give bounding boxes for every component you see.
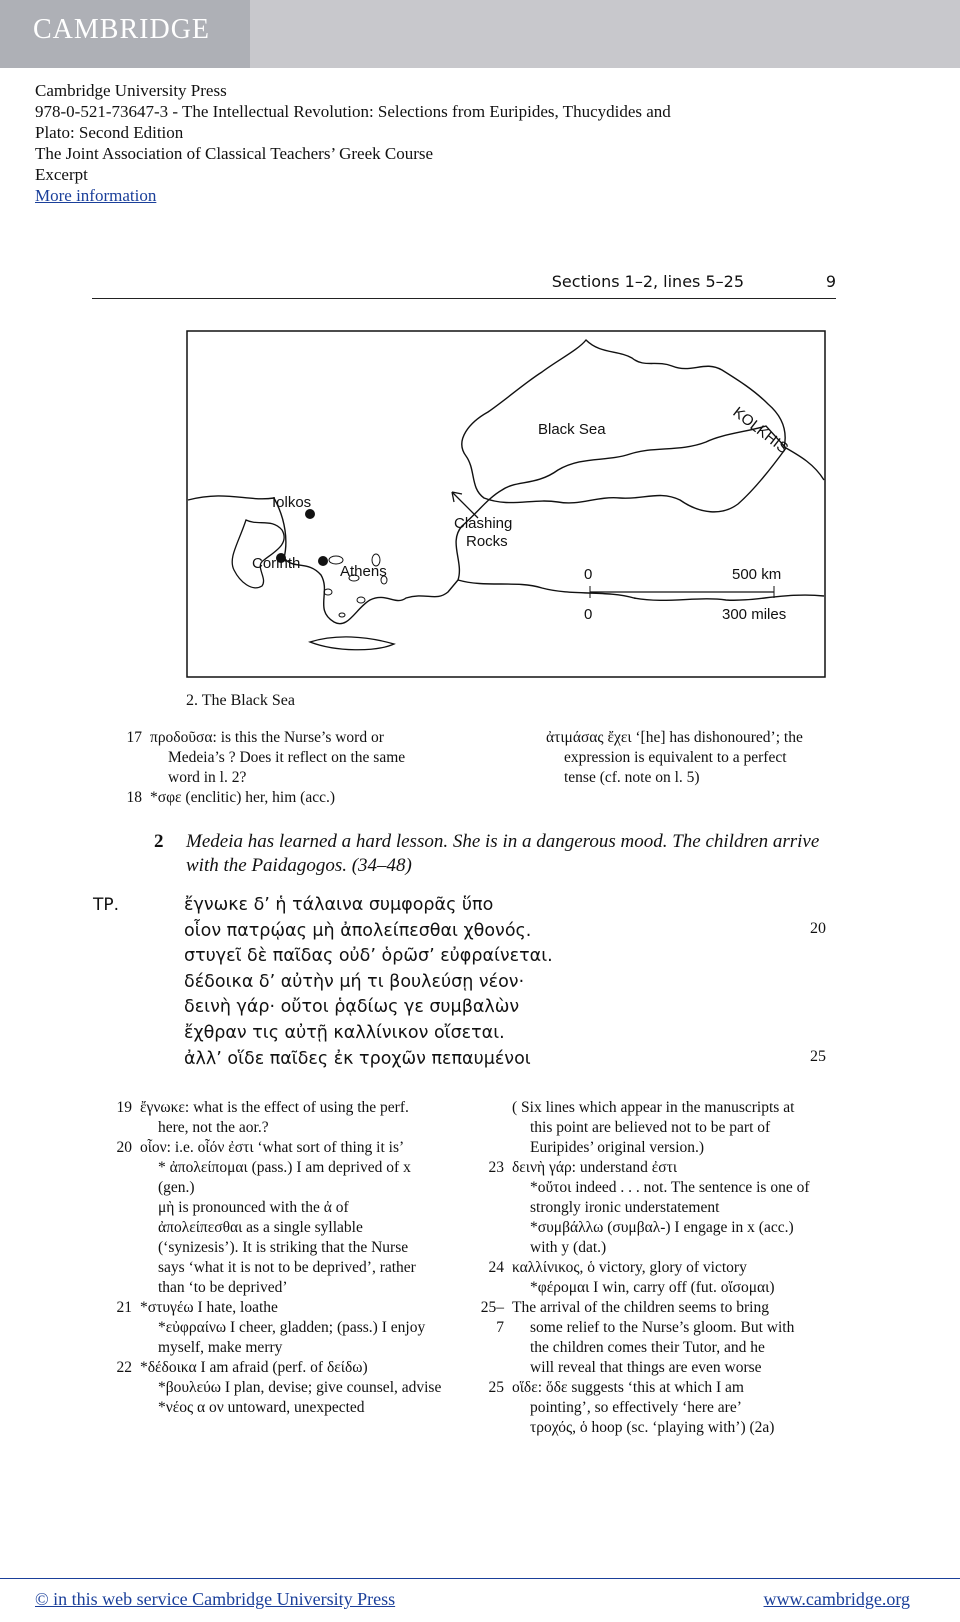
notes-top-right [508,728,838,788]
note-line-number: 24 [488,1259,504,1276]
verse-line: οἷον πατρῴας μὴ ἀπολείπεσθαι χθονός. [184,920,532,941]
note-text: the children comes their Tutor, and he [530,1339,765,1356]
note-text: ἔγνωκε: what is the effect of using the perf. [140,1099,409,1116]
note [102,1098,462,1138]
black-sea-label: Black Sea [538,421,606,438]
athens-marker [318,556,328,566]
note-text: προδοῦσα: is this the Nurse’s word or [150,729,384,746]
note-text: expression is equivalent to a perfect [564,749,787,766]
note-text: *δέδοικα I am afraid (perf. of δείδω) [140,1359,368,1376]
note-text: *στυγέω I hate, loathe [140,1299,278,1316]
publisher: Cambridge University Press [35,81,227,100]
note-text: tense (cf. note on l. 5) [564,769,700,786]
section-summary: Medeia has learned a hard lesson. She is in a dangerous mood. The children arrive with the Paidagogos. (34–48) [186,831,820,876]
rocks-label: Rocks [466,533,508,550]
note-text: καλλίνικος, ὁ victory, glory of victory [512,1259,747,1276]
notes-left [102,1098,462,1418]
running-head-title: Sections 1–2, lines 5–25 [551,272,744,291]
note-text: says ‘what it is not to be deprived’, rather [158,1259,416,1276]
section-heading [154,830,844,878]
note [474,1378,854,1438]
black-sea-map [186,330,826,678]
section-number: 2 [154,831,164,852]
note-text: Medeia’s ? Does it reflect on the same [168,749,406,766]
more-information-link[interactable]: More information [35,186,157,205]
note-text: δεινὴ γάρ: understand ἐστι [512,1159,678,1176]
note-text: *εὐφραίνω I cheer, gladden; (pass.) I enjoy [158,1319,426,1336]
note-text: with y (dat.) [530,1239,607,1256]
note-text: *συμβάλλω (συμβαλ-) I engage in x (acc.) [530,1219,794,1236]
note [102,1138,462,1298]
isbn-title: 978-0-521-73647-3 - The Intellectual Revolution: Selections from Euripides, Thucydides and [35,102,671,121]
km-label: 500 km [732,566,782,583]
note-text: *νέος α ον untoward, unexpected [158,1399,365,1416]
verse-line: στυγεῖ δὲ παῖδας οὐδ’ ὁρῶσ’ εὐφραίνεται. [184,946,553,967]
note-text: some relief to the Nurse’s gloom. But with [530,1319,795,1336]
corinth-label: Corinth [252,555,301,572]
kolkhis-label: KOLKHIS [729,403,792,458]
note [474,1298,854,1378]
note [102,1358,462,1418]
note-text: myself, make merry [158,1339,283,1356]
note-line-number: 20 [116,1139,132,1156]
note-text: (gen.) [158,1179,195,1196]
note-text: οἷον: i.e. οἷόν ἐστι ‘what sort of thing it is’ [140,1139,405,1156]
clashing-label: Clashing [454,515,513,532]
note-text: The arrival of the children seems to bring [512,1299,769,1316]
note-line-number: 21 [116,1299,132,1316]
footer [0,1578,960,1609]
note-text: Euripides’ original version.) [530,1139,705,1156]
series-name: The Joint Association of Classical Teachers’ Greek Course [35,144,434,163]
km-zero: 0 [584,566,593,583]
note [474,1258,854,1298]
verse-line: δέδοικα δ’ αὐτὴν μή τι βουλεύσῃ νέον· [184,971,525,992]
note-text: word in l. 2? [168,769,247,786]
verse-line: δεινὴ γάρ· οὔτοι ῥᾳδίως γε συμβαλὼν [184,997,520,1018]
note-text: ἀτιμάσας ἔχει ‘[he] has dishonoured’; the [546,729,803,746]
note-line-number: 22 [116,1359,132,1376]
greek-verse [184,893,553,1072]
mi-label: 300 miles [722,606,787,623]
note-text: μὴ is pronounced with the ἀ of [158,1199,349,1216]
note [474,1158,854,1258]
mi-zero: 0 [584,606,593,623]
line-number-25: 25 [810,1048,826,1065]
top-banner [0,0,960,68]
note-line-number: 17 [126,729,142,746]
verse-line: ἔχθραν τις αὐτῇ καλλίνικον οἴσεται. [184,1022,505,1043]
note-text: *βουλεύω I plan, devise; give counsel, advise [158,1379,442,1396]
verse-line: ἔγνωκε δ’ ἡ τάλαινα συμφορᾶς ὕπο [184,895,494,915]
note-line-number: 19 [116,1099,132,1116]
map-caption: 2. The Black Sea [186,692,296,709]
note [112,788,442,808]
excerpt-label: Excerpt [35,165,88,184]
notes-top-left [112,728,442,808]
note-line-number: 25–7 [480,1299,504,1336]
note [474,1098,854,1158]
note-text: will reveal that things are even worse [530,1359,762,1376]
notes-right [474,1098,854,1438]
note-text: *οὔτοι indeed . . . not. The sentence is one of [530,1179,810,1196]
cambridge-website-link[interactable]: www.cambridge.org [763,1589,910,1609]
verse-line: ἀλλ’ οἵδε παῖδες ἐκ τροχῶν πεπαυμένοι [184,1048,531,1069]
note-text: pointing’, so effectively ‘here are’ [530,1399,742,1416]
note-text: *σφε (enclitic) her, him (acc.) [150,789,335,806]
title-continued: Plato: Second Edition [35,123,184,142]
note-text: οἵδε: ὅδε suggests ‘this at which I am [512,1379,744,1396]
line-number-20: 20 [810,920,826,937]
athens-label: Athens [340,563,387,580]
copyright-link[interactable]: © in this web service Cambridge University Press [35,1589,396,1609]
running-head [92,272,836,299]
note-text: *φέρομαι I win, carry off (fut. οἴσομαι) [530,1279,775,1296]
note-text: ( Six lines which appear in the manuscripts at [512,1099,795,1116]
note-line-number: 23 [488,1159,504,1176]
note-text: (‘synizesis’). It is striking that the Nurse [158,1239,409,1256]
note [112,728,442,788]
note-line-number: 18 [126,789,142,806]
note [102,1298,462,1358]
note-text: τροχός, ὁ hoop (sc. ‘playing with’) (2a) [530,1419,775,1436]
note-text: this point are believed not to be part of [530,1119,771,1136]
note-text: * ἀπολείπομαι (pass.) I am deprived of x [158,1159,411,1176]
note-text: here, not the aor.? [158,1119,269,1136]
cambridge-logo[interactable]: CAMBRIDGE [0,0,250,68]
page-number: 9 [825,272,836,291]
note [508,728,838,788]
note-text: than ‘to be deprived’ [158,1279,288,1296]
iolkos-label: Iolkos [272,494,312,511]
speaker-label: ΤΡ. [93,895,120,915]
note-text: strongly ironic understatement [530,1199,720,1216]
note-text: ἀπολείπεσθαι as a single syllable [158,1219,363,1236]
book-metadata [35,80,671,206]
note-line-number: 25 [488,1379,504,1396]
